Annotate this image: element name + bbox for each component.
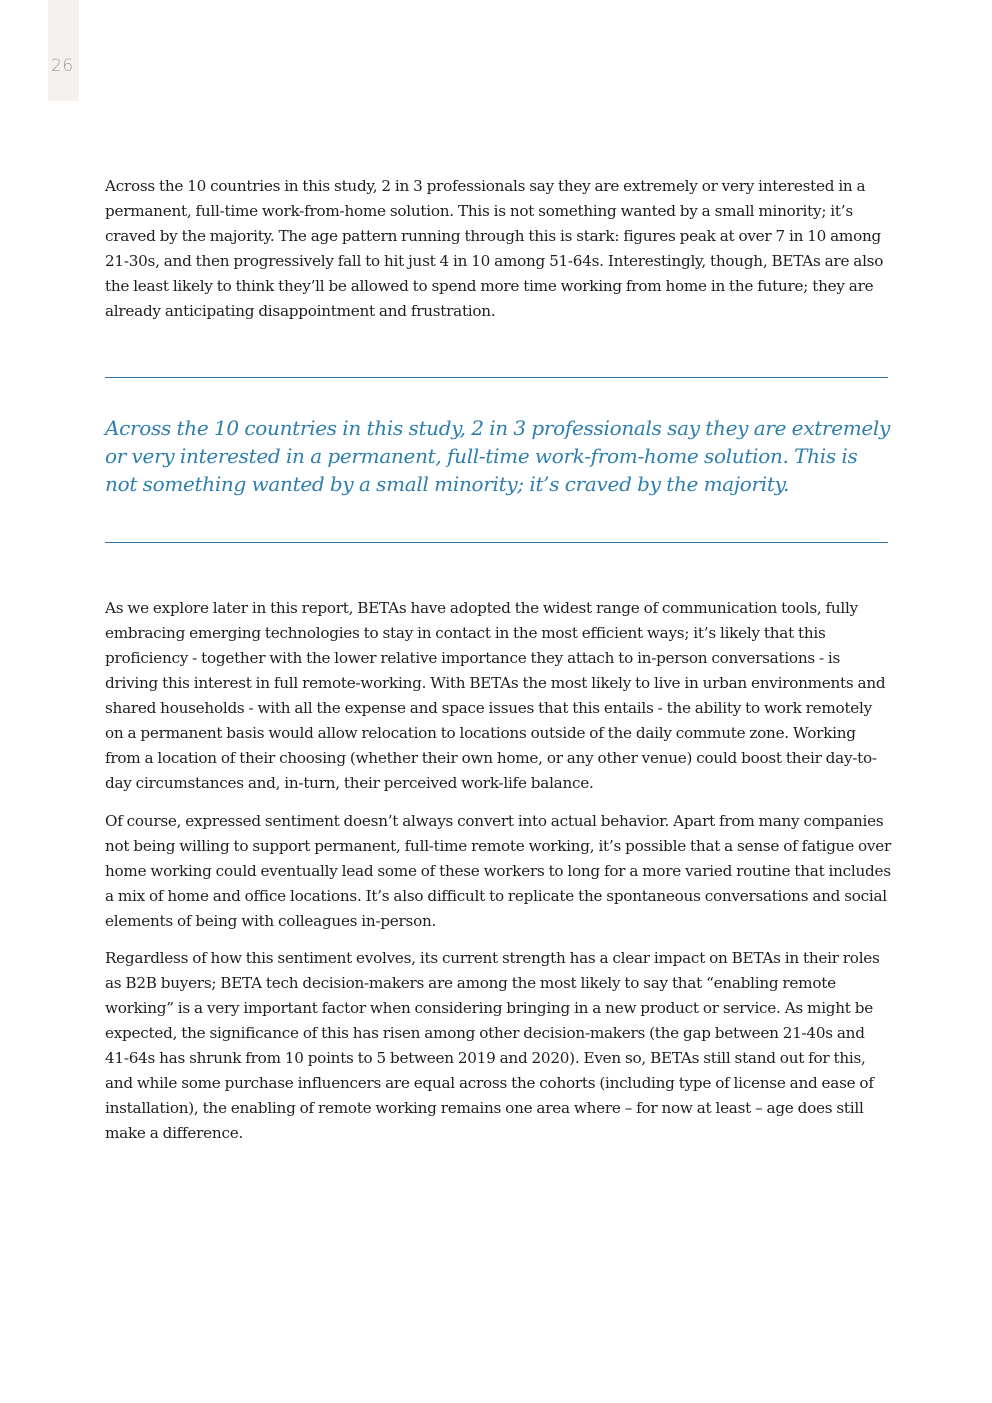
pullquote-top-divider bbox=[105, 377, 888, 378]
body-paragraph: As we explore later in this report, BETAs have adopted the widest range of communication tools, fully embracing emerging technologies to stay in contact in the most efficient ways; it’s likely that this proficiency - together with the lower relative importance they attach to in-person conversations - is driving this interest in full remote-working. With BETAs the most likely to live in urban environments and shared households - with all the expense and space issues that this entails - the ability to work remotely on a permanent basis would allow relocation to locations outside of the daily commute zone. Working from a location of their choosing (whether their own home, or any other venue) could boost their day-to-day circumstances and, in-turn, their perceived work-life balance. bbox=[105, 599, 886, 792]
intro-section bbox=[105, 174, 891, 337]
main-body bbox=[105, 596, 891, 1159]
intro-paragraph: Across the 10 countries in this study, 2 in 3 professionals say they are extremely or very interested in a permanent, full-time work-from-home solution. This is not something wanted by a small minority; it’s craved by the majority. The age pattern running through this is stark: figures peak at over 7 in 10 among 21-30s, and then progressively fall to hit just 4 in 10 among 51-64s. Interestingly, though, BETAs are also the least likely to think they’ll be allowed to spend more time working from home in the future; they are already anticipating disappointment and frustration. bbox=[105, 177, 884, 320]
pullquote: Across the 10 countries in this study, 2 in 3 professionals say they are extremely or very interested in a permanent, full-time work-from-home solution. This is not something wanted by a small minority; it’s craved by the majority. bbox=[105, 416, 891, 496]
page-number-tab bbox=[48, 0, 79, 101]
page-number: 26 bbox=[51, 56, 74, 76]
body-paragraph: Regardless of how this sentiment evolves, its current strength has a clear impact on BETAs in their roles as B2B buyers; BETA tech decision-makers are among the most likely to say that “enabling remote working” is a very important factor when considering bringing in a new product or service. As might be expected, the significance of this has risen among other decision-makers (the gap between 21-40s and 41-64s has shrunk from 10 points to 5 between 2019 and 2020). Even so, BETAs still stand out for this, and while some purchase influencers are equal across the cohorts (including type of license and ease of installation), the enabling of remote working remains one area where – for now at least – age does still make a difference. bbox=[105, 949, 880, 1142]
body-paragraph: Of course, expressed sentiment doesn’t always convert into actual behavior. Apart from many companies not being willing to support permanent, full-time remote working, it’s possible that a sense of fatigue over home working could eventually lead some of these workers to long for a more varied routine that includes a mix of home and office locations. It’s also difficult to replicate the spontaneous conversations and social elements of being with colleagues in-person. bbox=[105, 811, 892, 930]
pullquote-bottom-divider bbox=[105, 542, 888, 543]
